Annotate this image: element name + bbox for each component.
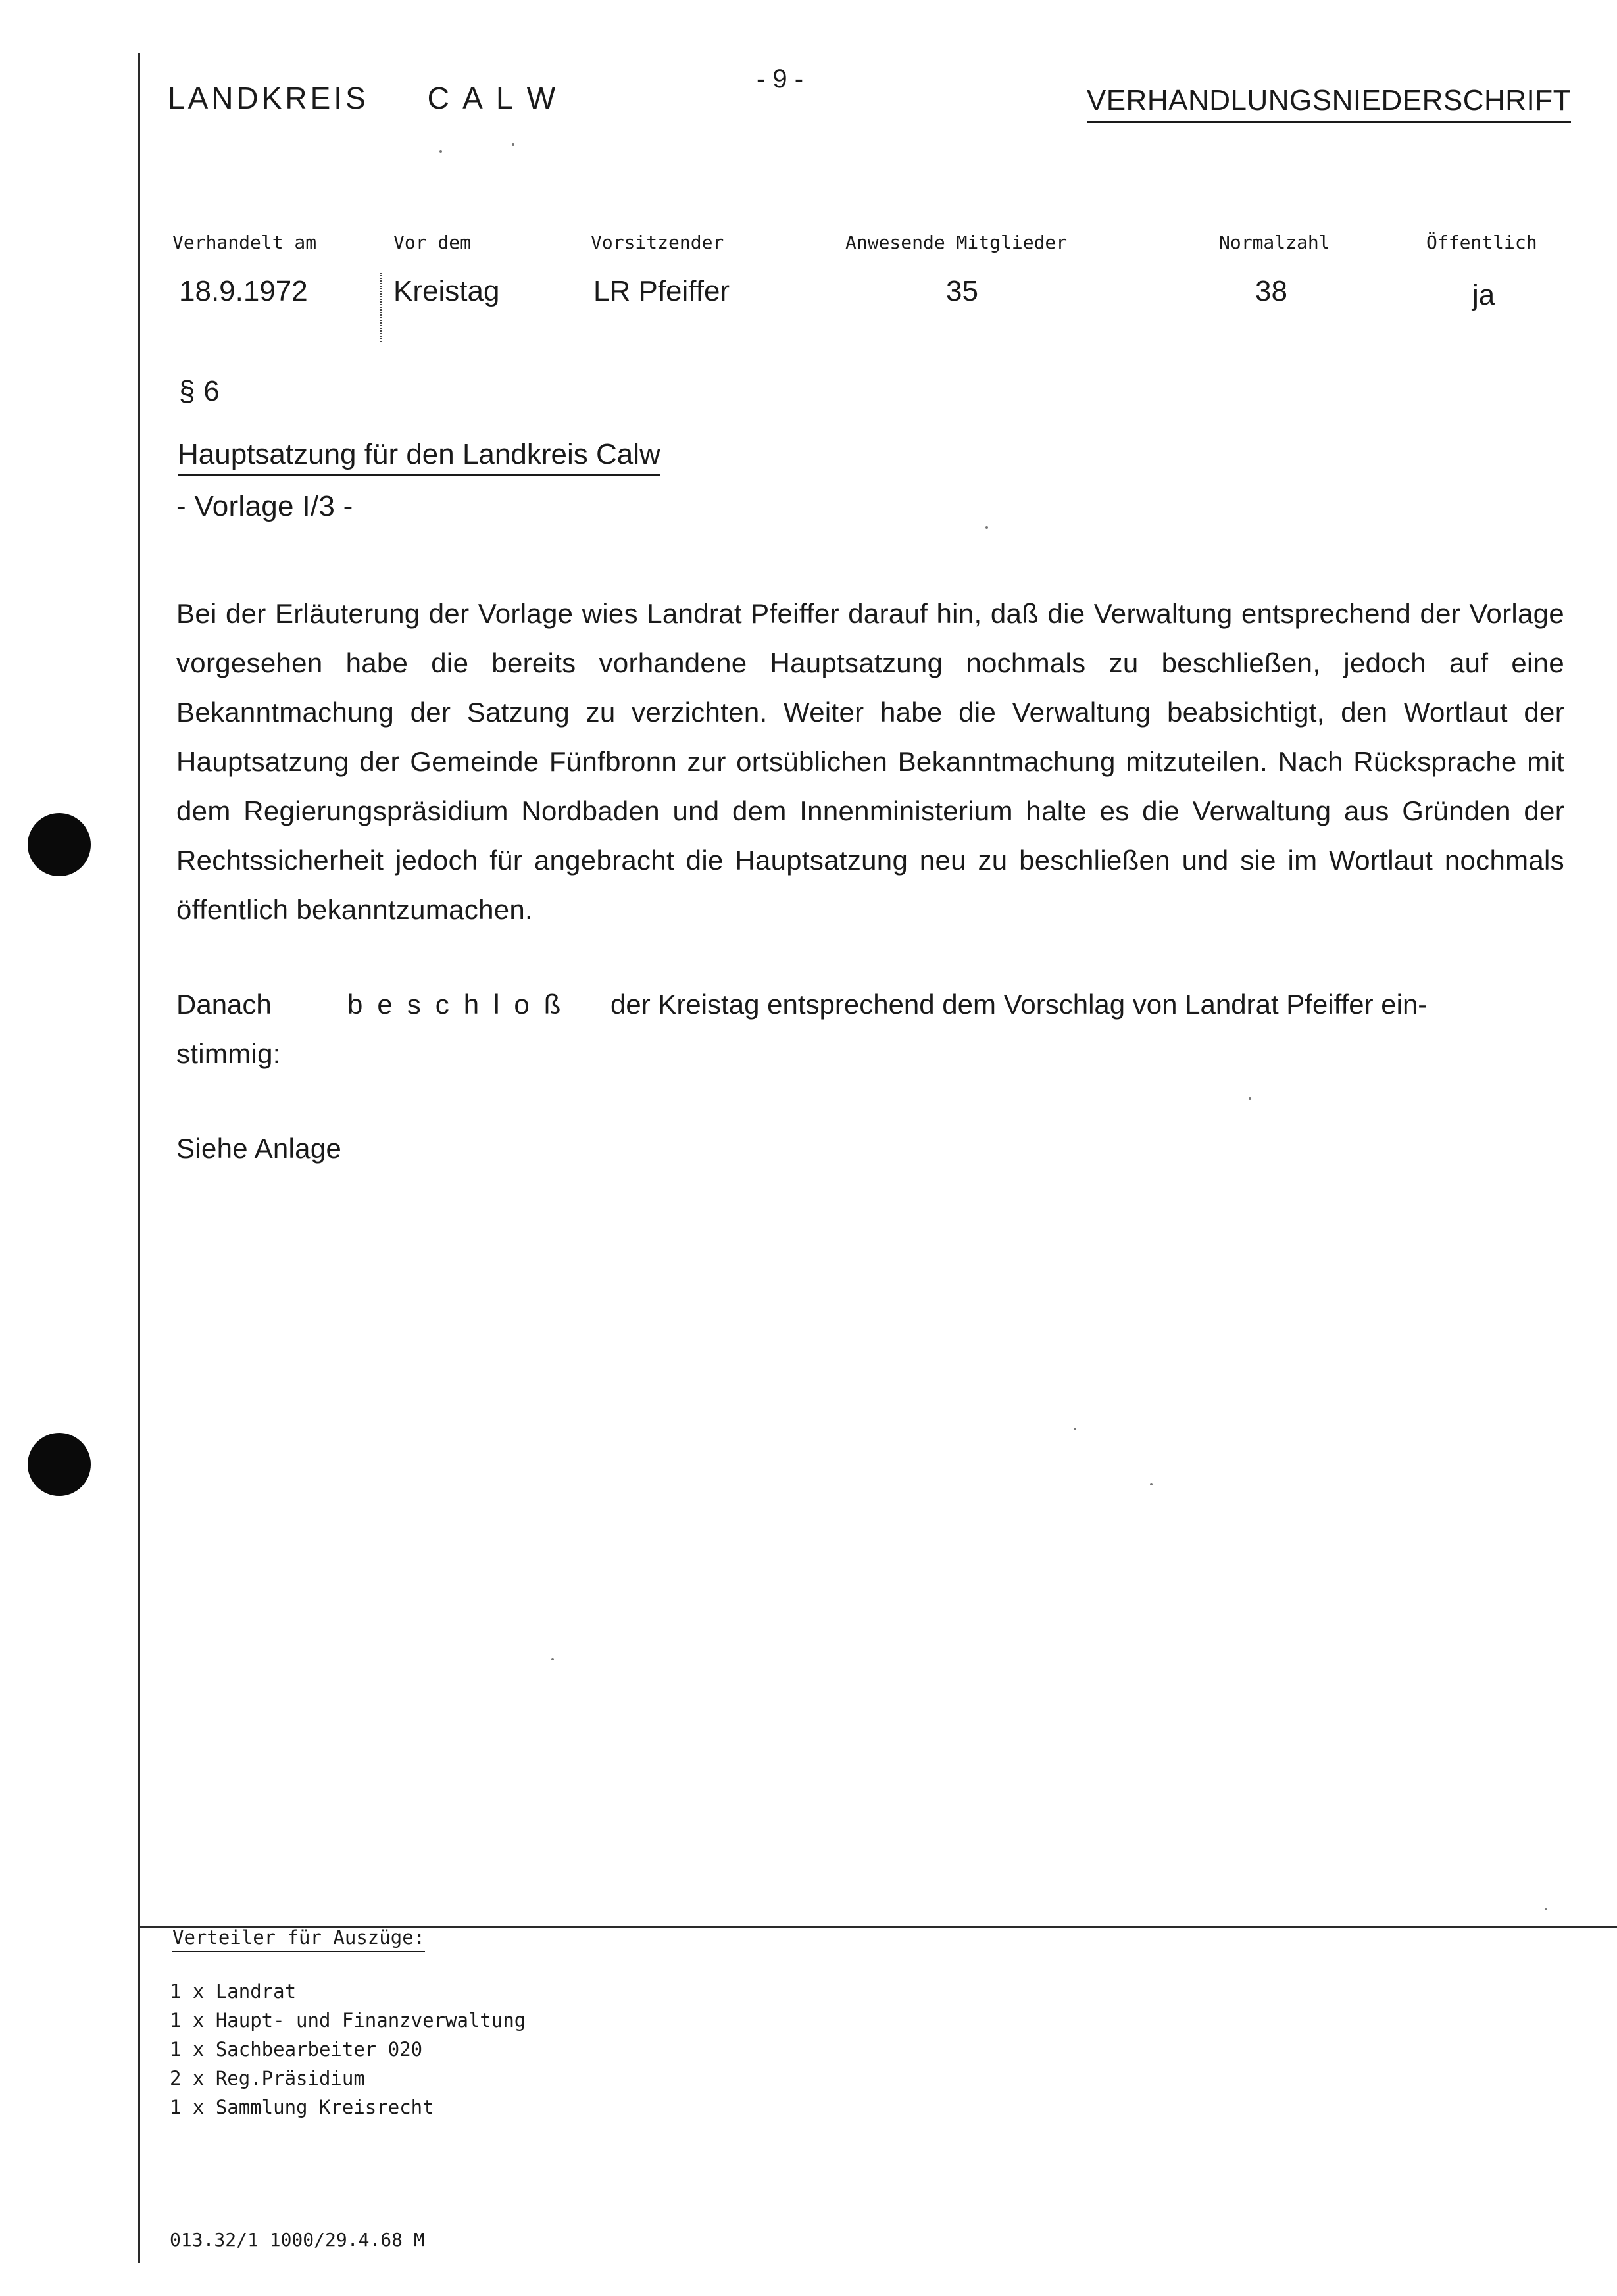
distribution-item: 1 x Sachbearbeiter 020 — [170, 2038, 423, 2060]
agenda-title: Hauptsatzung für den Landkreis Calw — [178, 438, 660, 476]
decision-word: beschloß — [347, 989, 576, 1020]
distribution-item: 1 x Haupt- und Finanzverwaltung — [170, 2009, 526, 2032]
value-body: Kreistag — [393, 275, 500, 307]
attachment-note: Siehe Anlage — [176, 1133, 342, 1164]
scan-speck — [551, 1658, 554, 1660]
value-date: 18.9.1972 — [179, 275, 308, 307]
punch-hole-bottom — [28, 1433, 91, 1496]
minutes-paragraph: Bei der Erläuterung der Vorlage wies Landrat Pfeiffer darauf hin, daß die Verwaltung entsprechend der Vorlage vorgesehen habe die bereits vorhandene Hauptsatzung nochmals zu beschließen, jedoch auf eine Bekanntmachung der Satzung zu verzichten. Weiter habe die Verwaltung beabsichtigt, den Wortlaut der Hauptsatzung der Gemeinde Fünfbronn zur ortsüblichen Bekanntmachung mitzuteilen. Nach Rücksprache mit dem Regierungspräsidium Nordbaden und dem Innenministerium halte es die Verwaltung aus Gründen der Rechtssicherheit jedoch für angebracht die Hauptsatzung neu zu beschließen und sie im Wortlaut nochmals öffentlich bekanntzumachen. — [176, 598, 1564, 925]
value-normal: 38 — [1255, 275, 1287, 307]
scan-speck — [1074, 1428, 1076, 1430]
decision-text: der Kreistag entsprechend dem Vorschlag von Landrat Pfeiffer ein- — [610, 989, 1428, 1020]
scan-speck — [1545, 1908, 1547, 1910]
label-body: Vor dem — [393, 232, 472, 253]
form-code: 013.32/1 1000/29.4.68 M — [170, 2229, 425, 2251]
punch-hole-top — [28, 813, 91, 876]
label-present: Anwesende Mitglieder — [845, 232, 1068, 253]
label-normal: Normalzahl — [1219, 232, 1330, 253]
meta-divider — [380, 273, 383, 342]
decision-end: stimmig: — [176, 1038, 281, 1069]
authority-name: LANDKREIS C A L W — [168, 81, 559, 115]
label-date: Verhandelt am — [172, 232, 317, 253]
agenda-subtitle: - Vorlage I/3 - — [176, 490, 353, 522]
distribution-heading: Verteiler für Auszüge: — [172, 1926, 425, 1952]
scan-speck — [439, 150, 442, 153]
label-public: Öffentlich — [1426, 232, 1537, 253]
distribution-item: 1 x Sammlung Kreisrecht — [170, 2096, 434, 2118]
margin-line — [138, 53, 140, 2263]
scan-speck — [1150, 1483, 1153, 1485]
scan-speck — [512, 143, 514, 146]
value-chair: LR Pfeiffer — [593, 275, 730, 307]
label-chair: Vorsitzender — [591, 232, 724, 253]
value-present: 35 — [946, 275, 978, 307]
section-number: § 6 — [179, 375, 220, 407]
value-public: ja — [1472, 279, 1495, 311]
page-number: - 9 - — [757, 64, 804, 93]
distribution-item: 2 x Reg.Präsidium — [170, 2067, 365, 2089]
distribution-item: 1 x Landrat — [170, 1980, 297, 2003]
decision-intro: Danach — [176, 989, 272, 1020]
scan-speck — [985, 526, 988, 529]
document-type: VERHANDLUNGSNIEDERSCHRIFT — [1087, 84, 1571, 123]
scan-speck — [1249, 1097, 1251, 1100]
